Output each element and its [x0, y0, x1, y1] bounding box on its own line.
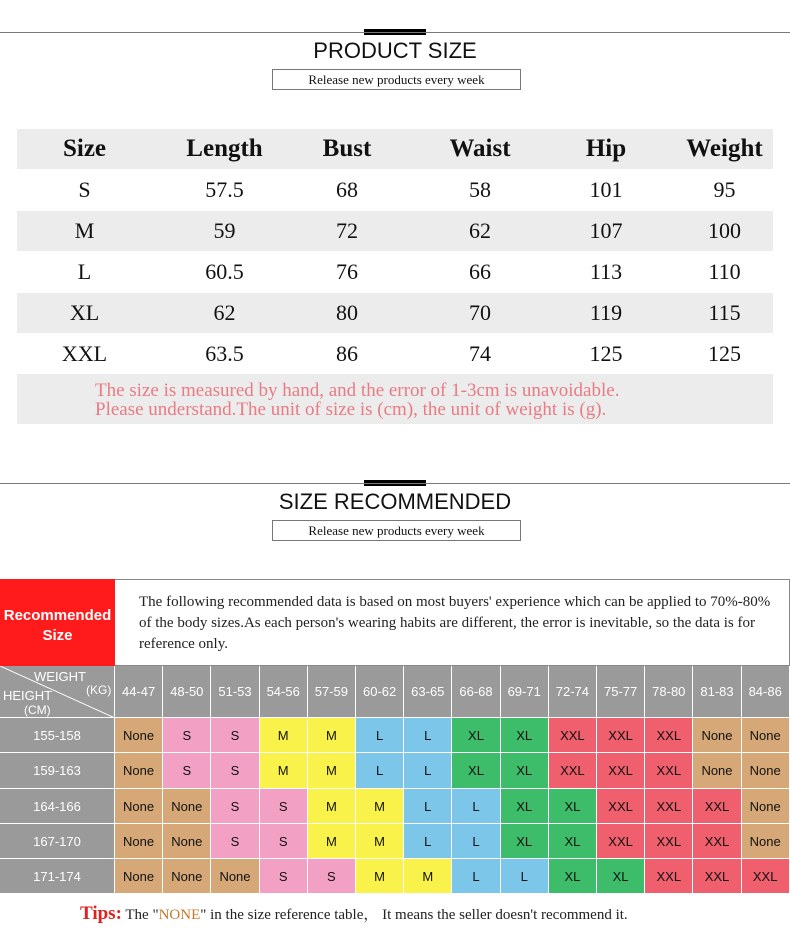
- size-note-line-1: The size is measured by hand, and the error of 1-3cm is unavoidable.: [95, 380, 620, 401]
- size-cell: L: [404, 789, 452, 824]
- size-cell: M: [404, 859, 452, 894]
- height-cell: 159-163: [0, 753, 115, 788]
- size-note-line-2: Please understand.The unit of size is (cm), the unit of weight is (g).: [95, 399, 607, 420]
- table-cell: 66: [469, 259, 491, 284]
- size-cell: XL: [501, 753, 549, 788]
- size-cell: XXL: [597, 789, 645, 824]
- size-cell: M: [260, 718, 308, 753]
- section-title: SIZE RECOMMENDED: [278, 489, 512, 514]
- size-table-row: [17, 293, 773, 333]
- size-cell: XXL: [693, 859, 741, 894]
- weight-header-cell: 69-71: [501, 666, 549, 718]
- size-cell: L: [452, 824, 500, 859]
- table-cell: M: [74, 218, 95, 243]
- column-header: Hip: [585, 135, 627, 162]
- table-cell: L: [77, 259, 92, 284]
- size-cell: XXL: [597, 824, 645, 859]
- badge-line-1: Recommended: [3, 607, 112, 624]
- size-cell: XL: [452, 718, 500, 753]
- size-cell: None: [163, 859, 211, 894]
- size-cell: None: [115, 859, 163, 894]
- table-cell: 74: [469, 341, 491, 366]
- size-cell: L: [356, 718, 404, 753]
- recommend-description: The following recommended data is based on most buyers' experience which can be applied to 70%-80% of the body sizes.As each person's wearing habits are different, the error is inevitable, so the data is for reference only.: [139, 594, 771, 652]
- size-table-header: [17, 129, 773, 169]
- size-cell: S: [211, 718, 259, 753]
- size-cell: XXL: [645, 859, 693, 894]
- corner-kg-label: (KG): [86, 683, 112, 697]
- table-cell: XL: [69, 300, 100, 325]
- size-cell: XL: [597, 859, 645, 894]
- size-cell: None: [115, 789, 163, 824]
- weight-header-cell: 60-62: [356, 666, 404, 718]
- tips-line: [80, 903, 628, 925]
- section-subtitle: Release new products every week: [272, 69, 521, 90]
- column-header: Bust: [322, 135, 372, 162]
- size-cell: XL: [549, 859, 597, 894]
- column-header: Length: [186, 135, 263, 162]
- size-cell: XXL: [645, 824, 693, 859]
- size-cell: S: [211, 753, 259, 788]
- size-cell: XXL: [742, 859, 790, 894]
- size-cell: None: [693, 753, 741, 788]
- size-table-row: [17, 170, 773, 210]
- size-cell: S: [308, 859, 356, 894]
- size-cell: XL: [501, 824, 549, 859]
- size-cell: M: [308, 789, 356, 824]
- size-cell: XXL: [549, 718, 597, 753]
- size-cell: XXL: [597, 753, 645, 788]
- table-cell: 62: [213, 300, 236, 325]
- table-cell: 86: [336, 341, 358, 366]
- size-cell: XL: [549, 789, 597, 824]
- table-cell: 110: [708, 259, 741, 284]
- table-cell: XXL: [61, 341, 108, 366]
- size-cell: XL: [501, 718, 549, 753]
- column-header: Waist: [449, 135, 511, 162]
- size-cell: XL: [501, 789, 549, 824]
- size-cell: S: [260, 789, 308, 824]
- section-subtitle: Release new products every week: [272, 520, 521, 541]
- table-cell: 100: [708, 218, 741, 243]
- size-cell: XL: [549, 824, 597, 859]
- tips-text-after: " in the size reference table， It means the seller doesn't recommend it.: [200, 907, 628, 923]
- size-cell: None: [163, 789, 211, 824]
- size-cell: L: [404, 824, 452, 859]
- size-cell: S: [163, 718, 211, 753]
- size-cell: L: [356, 753, 404, 788]
- weight-header-cell: 51-53: [211, 666, 259, 718]
- size-cell: L: [452, 859, 500, 894]
- recommend-description-box: [115, 579, 790, 666]
- size-cell: M: [308, 824, 356, 859]
- recommend-table: [0, 579, 790, 896]
- size-cell: S: [211, 789, 259, 824]
- weight-header-cell: 81-83: [693, 666, 741, 718]
- table-cell: 68: [336, 177, 358, 202]
- size-cell: M: [356, 824, 404, 859]
- table-cell: 70: [469, 300, 491, 325]
- table-cell: 125: [589, 341, 623, 366]
- column-header: Weight: [686, 135, 763, 162]
- table-cell: 59: [213, 218, 236, 243]
- size-cell: XXL: [645, 718, 693, 753]
- size-table-row: [17, 252, 773, 292]
- size-cell: M: [308, 718, 356, 753]
- size-cell: None: [211, 859, 259, 894]
- height-cell: 171-174: [0, 859, 115, 894]
- size-cell: None: [742, 753, 790, 788]
- height-cell: 164-166: [0, 789, 115, 824]
- size-cell: None: [115, 718, 163, 753]
- corner-weight-label: WEIGHT: [34, 669, 86, 684]
- column-header: Size: [62, 135, 107, 162]
- weight-height-corner: [0, 666, 115, 718]
- size-cell: XXL: [645, 789, 693, 824]
- size-cell: None: [742, 789, 790, 824]
- size-cell: S: [163, 753, 211, 788]
- weight-header-cell: 48-50: [163, 666, 211, 718]
- table-cell: S: [78, 177, 91, 202]
- table-cell: 62: [469, 218, 491, 243]
- size-cell: None: [742, 718, 790, 753]
- section-divider-line: [0, 32, 790, 33]
- corner-height-label: HEIGHT: [3, 688, 53, 703]
- size-cell: None: [163, 824, 211, 859]
- size-cell: XXL: [693, 824, 741, 859]
- badge-line-2: Size: [42, 627, 73, 644]
- size-table-row: [17, 334, 773, 374]
- table-cell: 125: [708, 341, 741, 366]
- size-cell: XL: [452, 753, 500, 788]
- size-cell: None: [115, 753, 163, 788]
- size-cell: XXL: [693, 789, 741, 824]
- size-cell: XXL: [549, 753, 597, 788]
- size-cell: L: [501, 859, 549, 894]
- table-cell: 63.5: [205, 341, 244, 366]
- section-divider-line: [0, 483, 790, 484]
- section-title: PRODUCT SIZE: [313, 38, 477, 63]
- size-cell: XXL: [597, 718, 645, 753]
- size-cell: M: [260, 753, 308, 788]
- size-cell: M: [356, 789, 404, 824]
- table-cell: 57.5: [205, 177, 244, 202]
- size-cell: None: [115, 824, 163, 859]
- table-cell: 101: [589, 177, 623, 202]
- table-cell: 119: [589, 300, 623, 325]
- size-cell: L: [404, 718, 452, 753]
- weight-header-cell: 75-77: [597, 666, 645, 718]
- tips-none-word: NONE: [158, 907, 201, 923]
- weight-header-cell: 66-68: [452, 666, 500, 718]
- size-cell: S: [211, 824, 259, 859]
- size-cell: None: [742, 824, 790, 859]
- size-cell: L: [452, 789, 500, 824]
- size-cell: M: [356, 859, 404, 894]
- weight-header-cell: 63-65: [404, 666, 452, 718]
- size-cell: XXL: [645, 753, 693, 788]
- height-cell: 155-158: [0, 718, 115, 753]
- size-cell: L: [404, 753, 452, 788]
- table-cell: 58: [469, 177, 491, 202]
- recommended-size-badge: [0, 579, 115, 666]
- size-cell: M: [308, 753, 356, 788]
- weight-header-cell: 84-86: [742, 666, 790, 718]
- weight-header-cell: 78-80: [645, 666, 693, 718]
- table-cell: 95: [713, 177, 736, 202]
- height-cell: 167-170: [0, 824, 115, 859]
- table-cell: 113: [589, 259, 623, 284]
- table-cell: 60.5: [205, 259, 244, 284]
- weight-header-cell: 57-59: [308, 666, 356, 718]
- size-table-row: [17, 211, 773, 251]
- table-cell: 76: [336, 259, 358, 284]
- size-note: [17, 374, 773, 424]
- table-cell: 115: [708, 300, 741, 325]
- table-cell: 107: [589, 218, 623, 243]
- size-cell: S: [260, 824, 308, 859]
- table-cell: 72: [336, 218, 358, 243]
- weight-header-cell: 44-47: [115, 666, 163, 718]
- size-cell: S: [260, 859, 308, 894]
- table-cell: 80: [336, 300, 358, 325]
- tips-text-before: The ": [121, 907, 159, 923]
- weight-header-cell: 72-74: [549, 666, 597, 718]
- size-cell: None: [693, 718, 741, 753]
- tips-label: Tips:: [80, 903, 122, 924]
- corner-cm-label: (CM): [24, 703, 51, 717]
- weight-header-cell: 54-56: [260, 666, 308, 718]
